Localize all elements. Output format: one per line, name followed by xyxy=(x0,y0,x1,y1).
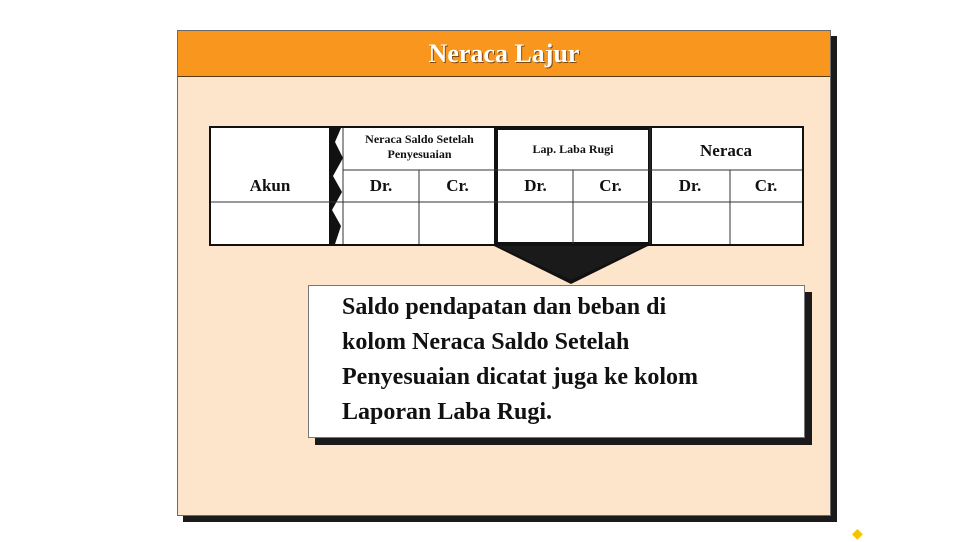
torn-edge xyxy=(329,128,343,244)
col-is-dr: Dr. xyxy=(524,176,547,195)
corner-sparkle-icon: ◆ xyxy=(852,527,863,542)
callout-line-2: kolom Neraca Saldo Setelah xyxy=(342,329,630,355)
header-adjusted-trial-balance xyxy=(343,132,496,162)
title-bar xyxy=(178,31,830,77)
col-atb-cr: Cr. xyxy=(446,176,469,195)
col-atb-dr: Dr. xyxy=(369,176,393,195)
callout-line-3: Penyesuaian dicatat juga ke kolom xyxy=(342,364,699,390)
col-bs-cr: Cr. xyxy=(754,176,778,195)
worksheet-table xyxy=(209,126,804,246)
callout-line-4: Laporan Laba Rugi. xyxy=(342,399,553,425)
header-atb-line1: Neraca Saldo Setelah xyxy=(365,132,474,146)
header-income-statement: Lap. Laba Rugi xyxy=(532,142,614,156)
col-bs-dr: Dr. xyxy=(678,176,702,195)
callout-line-1: Saldo pendapatan dan beban di xyxy=(342,294,667,320)
pointer-arrow xyxy=(490,244,660,288)
header-balance-sheet: Neraca xyxy=(700,141,752,160)
col-is-cr: Cr. xyxy=(599,176,622,195)
header-atb-line2: Penyesuaian xyxy=(387,147,452,161)
slide-title: Neraca Lajur xyxy=(428,38,580,68)
header-akun: Akun xyxy=(249,176,291,195)
explanation-callout xyxy=(308,285,805,438)
